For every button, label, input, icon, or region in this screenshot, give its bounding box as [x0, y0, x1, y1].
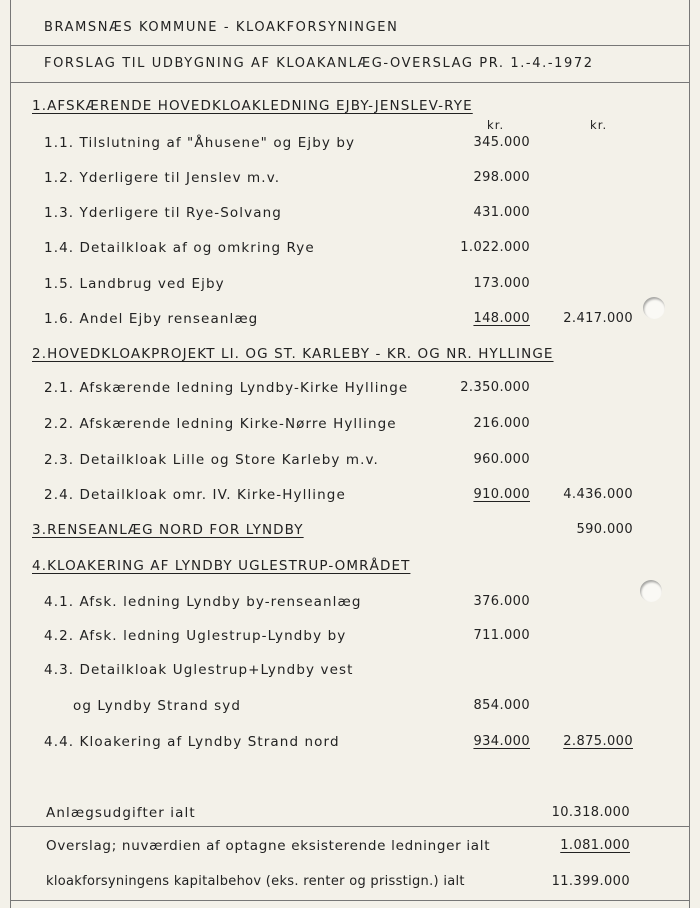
- line-item-label: 2.1. Afskærende ledning Lyndby-Kirke Hyllinge: [44, 380, 409, 396]
- section-title: 4.KLOAKERING AF LYNDBY UGLESTRUP-OMRÅDET: [32, 558, 411, 574]
- line-item-label-continued: og Lyndby Strand syd: [73, 698, 242, 714]
- line-item-amount: 148.000: [473, 311, 530, 326]
- line-item-amount: 431.000: [473, 205, 530, 220]
- section-title: 3.RENSEANLÆG NORD FOR LYNDBY: [32, 522, 304, 538]
- divider: [10, 45, 690, 46]
- line-item-amount: 216.000: [473, 416, 530, 431]
- punch-hole: [640, 580, 662, 602]
- line-item-label: 2.2. Afskærende ledning Kirke-Nørre Hyllinge: [44, 416, 397, 432]
- line-item-amount: 1.022.000: [460, 240, 530, 255]
- section-title: 1.AFSKÆRENDE HOVEDKLOAKLEDNING EJBY-JENSLEV-RYE: [32, 98, 473, 114]
- section-total: 2.875.000: [563, 734, 633, 749]
- line-item-amount: 711.000: [473, 628, 530, 643]
- punch-hole: [643, 297, 665, 319]
- line-item-label: 4.1. Afsk. ledning Lyndby by-renseanlæg: [44, 594, 362, 610]
- overslag-value: 1.081.000: [560, 838, 630, 853]
- line-item-amount: 854.000: [473, 698, 530, 713]
- kapital-value: 11.399.000: [551, 874, 630, 889]
- line-item-amount: 173.000: [473, 276, 530, 291]
- line-item-amount: 934.000: [473, 734, 530, 749]
- line-item-label: 1.2. Yderligere til Jenslev m.v.: [44, 170, 281, 186]
- line-item-label: 4.4. Kloakering af Lyndby Strand nord: [44, 734, 340, 750]
- anlaeg-total-value: 10.318.000: [551, 805, 630, 820]
- unit-label-col2: kr.: [590, 118, 608, 132]
- kapital-label: kloakforsyningens kapitalbehov (eks. renter og prisstign.) ialt: [46, 874, 465, 889]
- line-item-label: 1.6. Andel Ejby renseanlæg: [44, 311, 259, 327]
- left-border: [10, 0, 11, 908]
- line-item-amount: 376.000: [473, 594, 530, 609]
- divider: [10, 826, 690, 827]
- line-item-label: 4.3. Detailkloak Uglestrup+Lyndby vest: [44, 662, 354, 678]
- section-title: 2.HOVEDKLOAKPROJEKT LI. OG ST. KARLEBY - KR. OG NR. HYLLINGE: [32, 346, 554, 362]
- line-item-amount: 910.000: [473, 487, 530, 502]
- section-total: 4.436.000: [563, 487, 633, 502]
- line-item-amount: 345.000: [473, 135, 530, 150]
- anlaeg-total-label: Anlægsudgifter ialt: [46, 805, 196, 821]
- line-item-label: 1.3. Yderligere til Rye-Solvang: [44, 205, 282, 221]
- document-subtitle: FORSLAG TIL UDBYGNING AF KLOAKANLÆG-OVERSLAG PR. 1.-4.-1972: [44, 56, 594, 71]
- unit-label-col1: kr.: [487, 118, 505, 132]
- line-item-label: 4.2. Afsk. ledning Uglestrup-Lyndby by: [44, 628, 347, 644]
- line-item-label: 2.4. Detailkloak omr. IV. Kirke-Hyllinge: [44, 487, 346, 503]
- line-item-label: 1.5. Landbrug ved Ejby: [44, 276, 225, 292]
- line-item-amount: 298.000: [473, 170, 530, 185]
- divider: [10, 900, 690, 901]
- right-border: [689, 0, 690, 908]
- line-item-amount: 2.350.000: [460, 380, 530, 395]
- document-title: BRAMSNÆS KOMMUNE - KLOAKFORSYNINGEN: [44, 20, 399, 35]
- line-item-label: 1.1. Tilslutning af "Åhusene" og Ejby by: [44, 135, 356, 151]
- section-total: 2.417.000: [563, 311, 633, 326]
- section-total: 590.000: [576, 522, 633, 537]
- line-item-label: 2.3. Detailkloak Lille og Store Karleby m.v.: [44, 452, 379, 468]
- line-item-amount: 960.000: [473, 452, 530, 467]
- line-item-label: 1.4. Detailkloak af og omkring Rye: [44, 240, 315, 256]
- divider: [10, 82, 690, 83]
- overslag-label: Overslag; nuværdien af optagne eksisterende ledninger ialt: [46, 838, 491, 854]
